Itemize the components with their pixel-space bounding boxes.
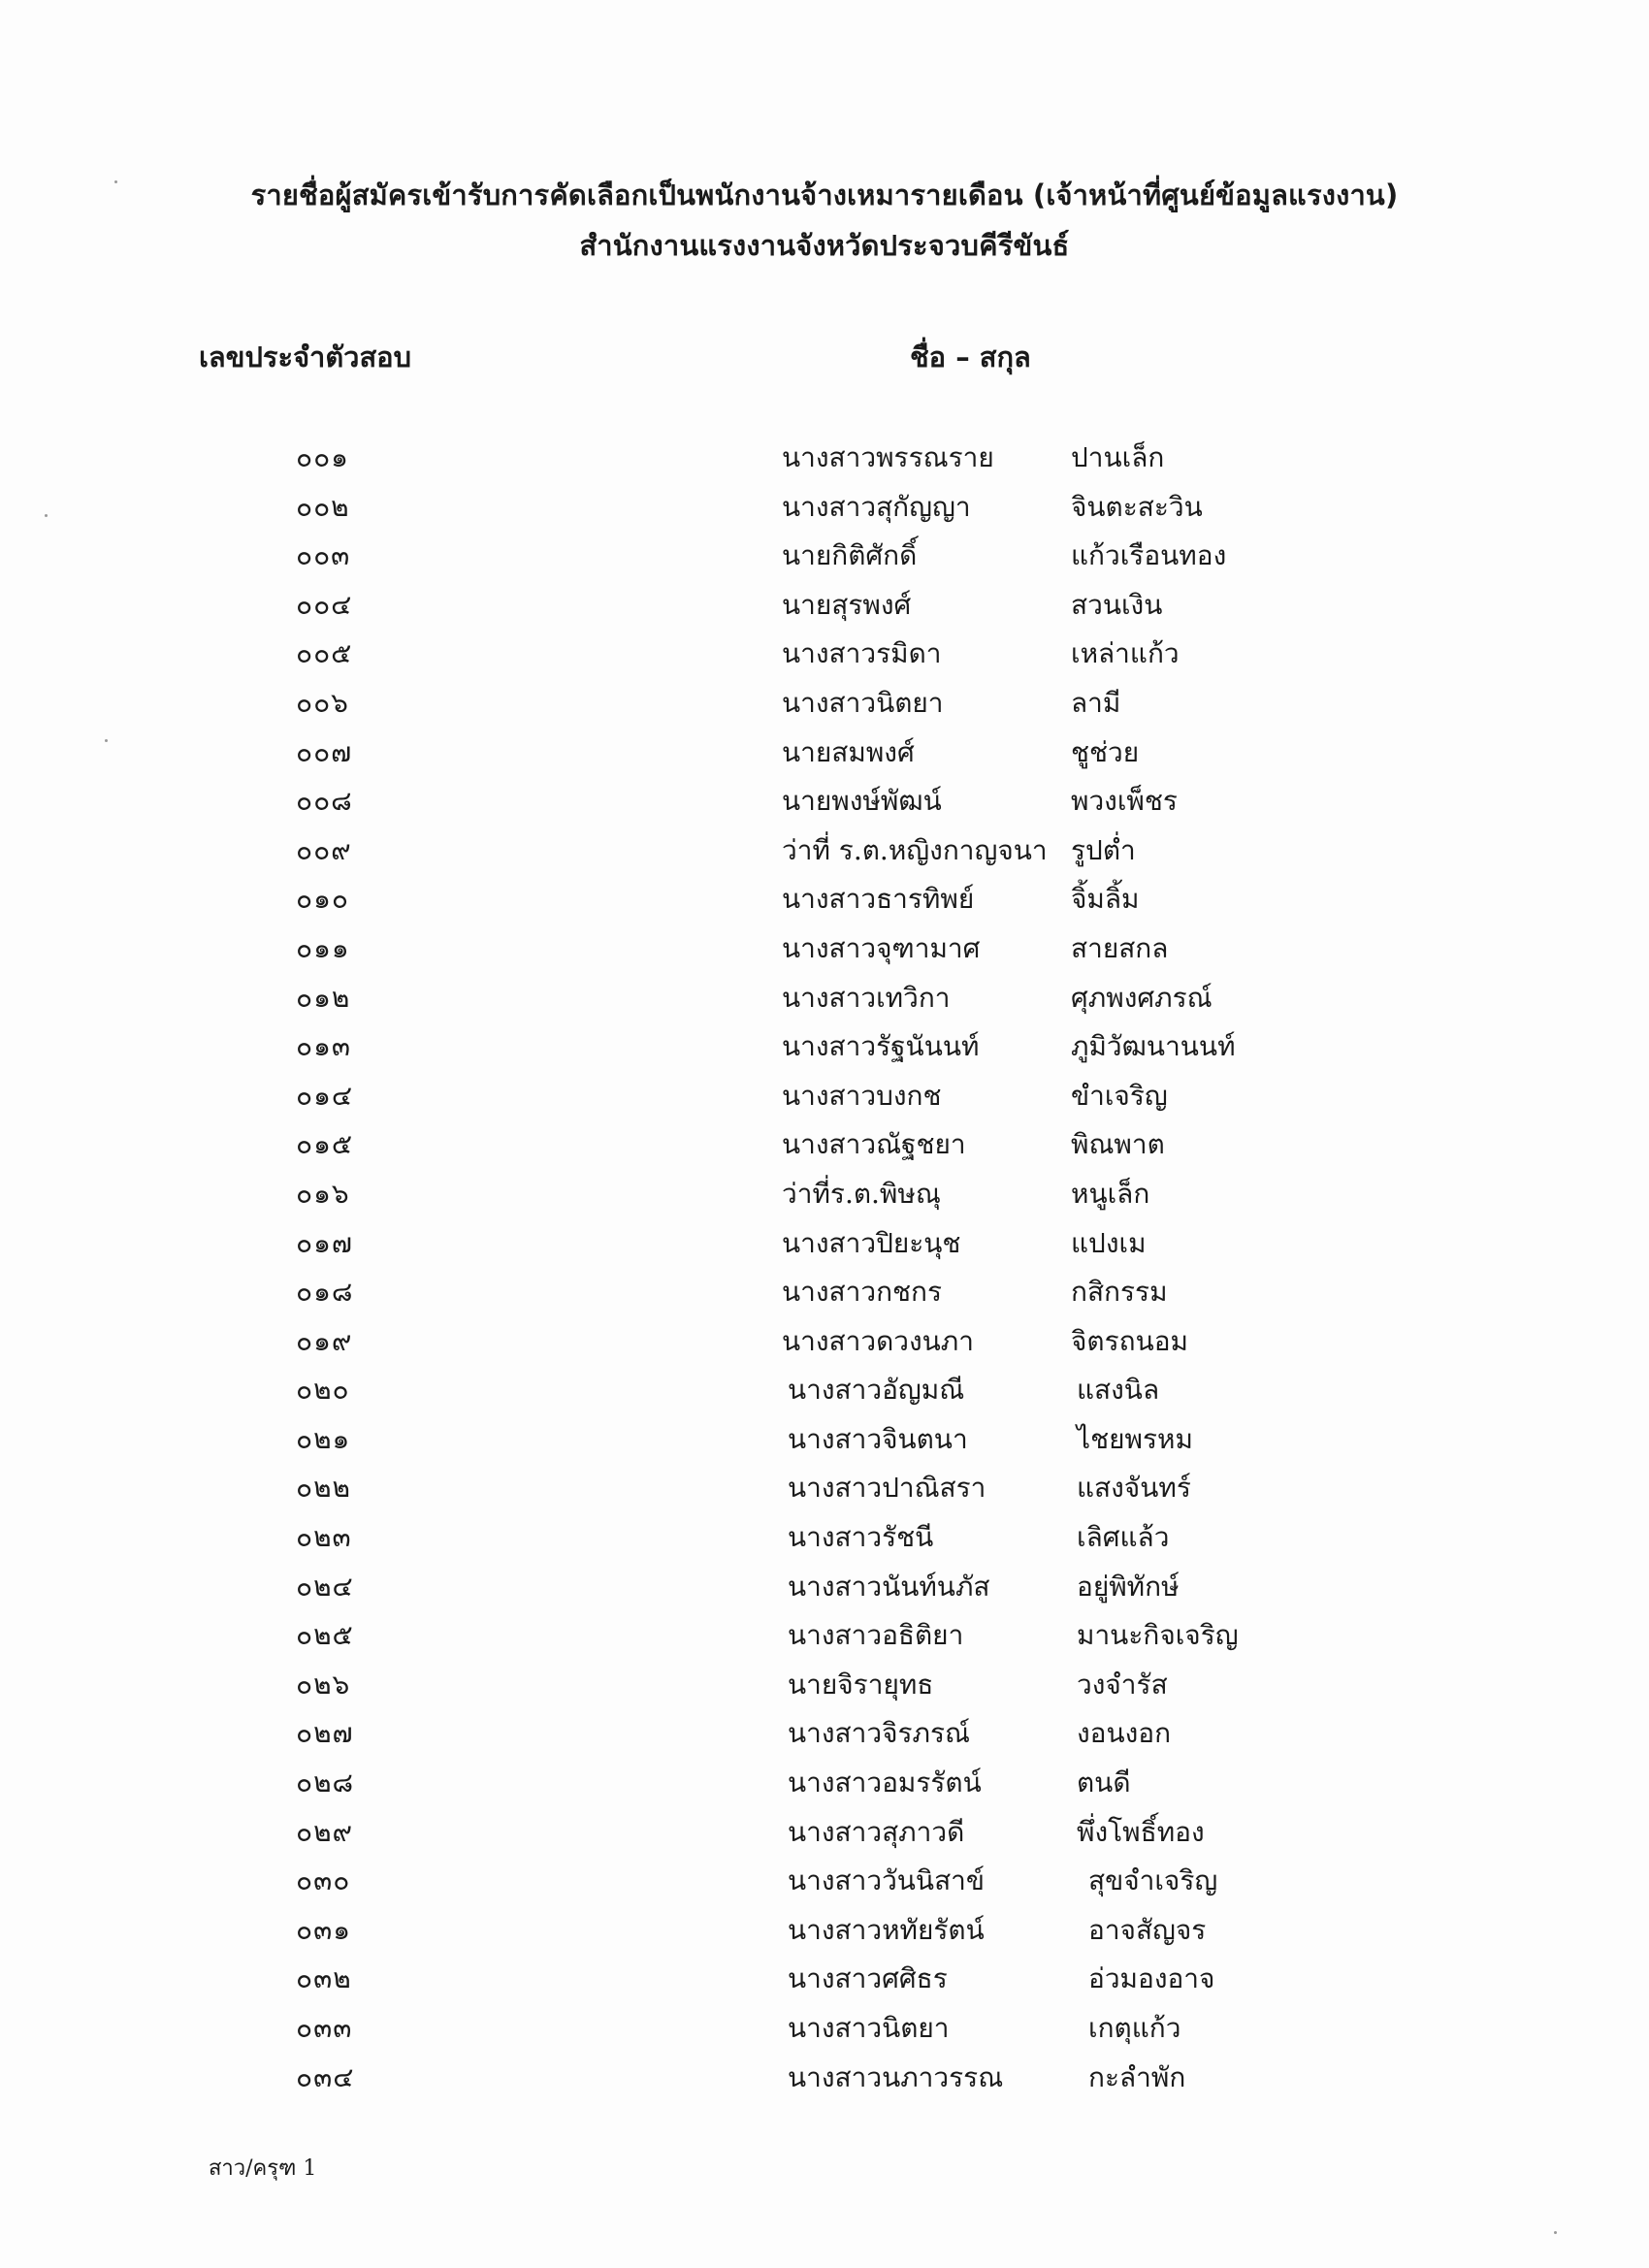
candidate-first-name: นางสาวศศิธร	[788, 1962, 948, 1995]
candidate-number: ๐๑๙	[296, 1324, 353, 1357]
candidate-row	[0, 1862, 1649, 1911]
candidate-row	[0, 880, 1649, 929]
candidate-row	[0, 1175, 1649, 1224]
candidate-first-name: นายพงษ์พัฒน์	[782, 785, 942, 818]
candidate-number: ๐๒๐	[296, 1374, 350, 1407]
candidate-number: ๐๑๖	[296, 1177, 350, 1210]
candidate-number: ๐๑๓	[296, 1030, 352, 1063]
candidate-number: ๐๒๒	[296, 1472, 352, 1505]
candidate-last-name: พึ่งโพธิ์ทอง	[1077, 1815, 1205, 1848]
candidate-number: ๐๐๕	[296, 637, 353, 670]
candidate-last-name: กสิกรรม	[1071, 1276, 1168, 1309]
candidate-first-name: ว่าที่ร.ต.พิษณุ	[782, 1177, 941, 1210]
candidate-first-name: นางสาวเทวิกา	[782, 981, 951, 1014]
candidate-first-name: นางสาวนันท์นภัส	[788, 1570, 990, 1603]
candidate-row	[0, 782, 1649, 831]
candidate-row	[0, 1371, 1649, 1420]
candidate-first-name: นางสาวรมิดา	[782, 637, 942, 670]
candidate-first-name: นางสาวนภาวรรณ	[788, 2060, 1004, 2093]
candidate-first-name: นางสาวธารทิพย์	[782, 883, 975, 916]
candidate-number: ๐๑๗	[296, 1226, 353, 1259]
candidate-last-name: งอนงอก	[1077, 1717, 1172, 1750]
candidate-first-name: นางสาวณัฐชยา	[782, 1128, 966, 1161]
candidate-first-name: นางสาวอมรรัตน์	[788, 1766, 982, 1799]
candidate-row	[0, 1813, 1649, 1863]
candidate-last-name: ตนดี	[1077, 1766, 1131, 1799]
candidate-first-name: นายสุรพงศ์	[782, 588, 912, 621]
candidate-number: ๐๑๘	[296, 1276, 354, 1309]
candidate-first-name: ว่าที่ ร.ต.หญิงกาญจนา	[782, 833, 1048, 866]
page-footer-note: สาว/ครุฑ 1	[209, 2156, 317, 2181]
candidate-last-name: ปานเล็ก	[1071, 441, 1165, 473]
candidate-number: ๐๑๕	[296, 1128, 354, 1161]
document-title: รายชื่อผู้สมัครเข้ารับการคัดเลือกเป็นพนักงานจ้างเหมารายเดือน (เจ้าหน้าที่ศูนย์ข้อมูลแรงงาน)	[250, 178, 1399, 211]
candidate-number: ๐๐๒	[296, 490, 350, 523]
candidate-last-name: รูปต่ำ	[1071, 833, 1136, 866]
candidate-row	[0, 1960, 1649, 2009]
candidate-number: ๐๓๓	[296, 2012, 353, 2044]
candidate-last-name: ชูช่วย	[1071, 735, 1140, 768]
candidate-row	[0, 586, 1649, 635]
candidate-row	[0, 1420, 1649, 1470]
candidate-number: ๐๐๗	[296, 735, 353, 768]
candidate-number: ๐๒๑	[296, 1422, 351, 1455]
candidate-row	[0, 1568, 1649, 1617]
scan-speck	[114, 180, 117, 183]
candidate-last-name: จิตรถนอม	[1071, 1324, 1188, 1357]
candidate-last-name: ลามี	[1071, 686, 1121, 719]
candidate-row	[0, 1764, 1649, 1813]
candidate-number: ๐๓๐	[296, 1864, 351, 1897]
candidate-first-name: นางสาวกชกร	[782, 1276, 943, 1309]
candidate-last-name: วงจำรัส	[1077, 1668, 1168, 1701]
candidate-first-name: นางสาวจุฑามาศ	[782, 931, 981, 964]
candidate-first-name: นางสาวบงกช	[782, 1079, 942, 1112]
candidate-last-name: แก้วเรือนทอง	[1071, 539, 1227, 572]
candidate-number: ๐๒๘	[296, 1766, 355, 1799]
candidate-first-name: นางสาวสุภาวดี	[788, 1815, 965, 1848]
candidate-last-name: แสงนิล	[1077, 1374, 1160, 1407]
candidate-first-name: นางสาวปาณิสรา	[788, 1472, 986, 1505]
candidate-number: ๐๓๑	[296, 1913, 352, 1946]
candidate-first-name: นางสาวรัฐนันนท์	[782, 1030, 980, 1063]
candidate-row	[0, 929, 1649, 979]
candidate-number: ๐๒๗	[296, 1717, 354, 1750]
candidate-number: ๐๐๓	[296, 539, 351, 572]
candidate-row	[0, 634, 1649, 684]
candidate-last-name: แสงจันทร์	[1077, 1472, 1191, 1505]
candidate-first-name: นายจิรายุทธ	[788, 1668, 934, 1701]
candidate-number: ๐๒๔	[296, 1570, 354, 1603]
candidate-row	[0, 979, 1649, 1028]
candidate-row	[0, 1666, 1649, 1715]
candidate-number: ๐๐๘	[296, 785, 353, 818]
candidate-row	[0, 438, 1649, 488]
candidate-row	[0, 1469, 1649, 1518]
candidate-row	[0, 1077, 1649, 1126]
candidate-number: ๐๐๙	[296, 833, 352, 866]
candidate-first-name: นางสาวหทัยรัตน์	[788, 1913, 985, 1946]
column-header-number: เลขประจำตัวสอบ	[199, 340, 411, 373]
candidate-first-name: นางสาววันนิสาข์	[788, 1864, 986, 1897]
candidate-number: ๐๑๑	[296, 931, 350, 964]
candidate-row	[0, 1027, 1649, 1077]
candidate-row	[0, 1125, 1649, 1175]
candidate-number: ๐๓๔	[296, 2060, 355, 2093]
candidate-first-name: นางสาวสุกัญญา	[782, 490, 971, 523]
candidate-last-name: มานะกิจเจริญ	[1077, 1619, 1239, 1652]
candidate-first-name: นายกิติศักดิ์	[782, 539, 918, 572]
candidate-row	[0, 684, 1649, 733]
candidate-number: ๐๑๒	[296, 981, 351, 1014]
candidate-number: ๐๑๔	[296, 1079, 354, 1112]
candidate-first-name: นางสาวปิยะนุช	[782, 1226, 961, 1259]
candidate-last-name: จิ้มลิ้ม	[1071, 883, 1140, 916]
candidate-row	[0, 536, 1649, 586]
document-subtitle: สำนักงานแรงงานจังหวัดประจวบคีรีขันธ์	[579, 229, 1070, 262]
candidate-number: ๐๐๔	[296, 588, 353, 621]
candidate-row	[0, 1714, 1649, 1764]
candidate-row	[0, 2009, 1649, 2058]
scan-speck	[105, 739, 108, 742]
candidate-last-name: สายสกล	[1071, 931, 1169, 964]
scan-speck	[1554, 2231, 1557, 2234]
candidate-row	[0, 2058, 1649, 2108]
candidate-row	[0, 1273, 1649, 1322]
candidate-last-name: พวงเพ็ชร	[1071, 785, 1178, 818]
candidate-row	[0, 1911, 1649, 1960]
candidate-number: ๐๑๐	[296, 883, 349, 916]
candidate-row	[0, 733, 1649, 783]
candidate-first-name: นางสาวนิตยา	[782, 686, 944, 719]
candidate-last-name: อ่วมองอาจ	[1088, 1962, 1215, 1995]
candidate-list	[0, 438, 1649, 2107]
candidate-last-name: ศุภพงศภรณ์	[1071, 981, 1212, 1014]
candidate-number: ๐๒๕	[296, 1619, 354, 1652]
candidate-first-name: นางสาวพรรณราย	[782, 441, 994, 473]
candidate-last-name: เกตุแก้ว	[1088, 2012, 1181, 2044]
candidate-first-name: นางสาวจินตนา	[788, 1422, 968, 1455]
candidate-last-name: กะลำพัก	[1088, 2060, 1186, 2093]
column-header-name: ชื่อ – สกุล	[910, 340, 1031, 373]
candidate-last-name: สุขจำเจริญ	[1088, 1864, 1218, 1897]
candidate-row	[0, 1518, 1649, 1568]
candidate-row	[0, 1224, 1649, 1274]
candidate-last-name: หนูเล็ก	[1071, 1177, 1150, 1210]
candidate-last-name: แปงเม	[1071, 1226, 1147, 1259]
candidate-last-name: ภูมิวัฒนานนท์	[1071, 1030, 1236, 1063]
candidate-row	[0, 1322, 1649, 1372]
candidate-number: ๐๒๙	[296, 1815, 354, 1848]
candidate-first-name: นางสาวจิรภรณ์	[788, 1717, 970, 1750]
candidate-row	[0, 488, 1649, 537]
candidate-number: ๐๓๒	[296, 1962, 352, 1995]
scan-speck	[45, 514, 48, 517]
candidate-number: ๐๒๓	[296, 1521, 352, 1554]
candidate-last-name: อยู่พิทักษ์	[1077, 1570, 1180, 1603]
candidate-first-name: นางสาวอธิติยา	[788, 1619, 964, 1652]
candidate-first-name: นายสมพงศ์	[782, 735, 915, 768]
candidate-last-name: สวนเงิน	[1071, 588, 1163, 621]
candidate-first-name: นางสาวรัชนี	[788, 1521, 934, 1554]
candidate-first-name: นางสาวอัญมณี	[788, 1374, 965, 1407]
candidate-first-name: นางสาวดวงนภา	[782, 1324, 974, 1357]
candidate-row	[0, 831, 1649, 881]
candidate-last-name: เลิศแล้ว	[1077, 1521, 1170, 1554]
candidate-last-name: ไชยพรหม	[1077, 1422, 1193, 1455]
candidate-last-name: ขำเจริญ	[1071, 1079, 1168, 1112]
candidate-last-name: อาจสัญจร	[1088, 1913, 1207, 1946]
candidate-last-name: เหล่าแก้ว	[1071, 637, 1180, 670]
candidate-first-name: นางสาวนิตยา	[788, 2012, 950, 2044]
candidate-row	[0, 1616, 1649, 1666]
candidate-last-name: พิณพาต	[1071, 1128, 1165, 1161]
candidate-last-name: จินตะสะวิน	[1071, 490, 1203, 523]
candidate-number: ๐๐๑	[296, 441, 349, 473]
candidate-number: ๐๐๖	[296, 686, 349, 719]
candidate-number: ๐๒๖	[296, 1668, 351, 1701]
